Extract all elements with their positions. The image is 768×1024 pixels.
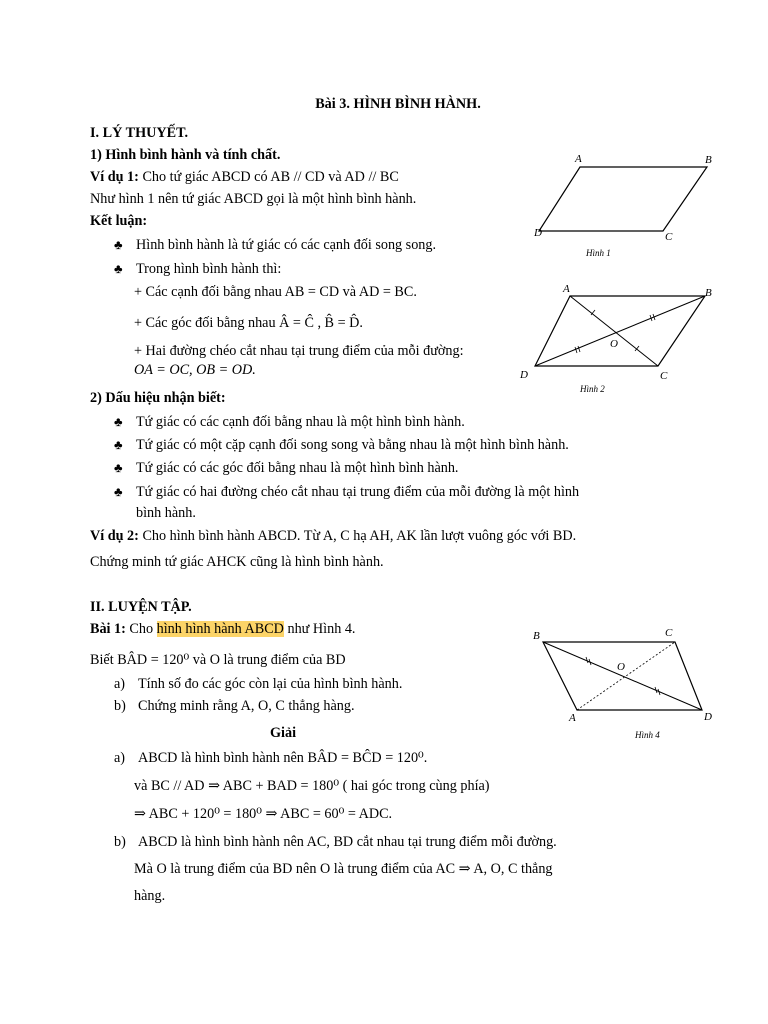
club-bullet-icon: ♣: [114, 261, 123, 276]
vertex-label: D: [534, 227, 542, 239]
example-1-label: Ví dụ 1:: [90, 169, 139, 185]
diagonal-bd: [535, 296, 705, 366]
club-bullet-icon: ♣: [114, 237, 123, 252]
page-title: Bài 3. HÌNH BÌNH HÀNH.: [315, 96, 481, 112]
solution-b-line2: Mà O là trung điểm của BD nên O là trung điểm của AC ⇒ A, O, C thẳng: [134, 861, 553, 877]
figure-1: [530, 150, 720, 265]
figure-4: [525, 622, 720, 744]
diagonal-ac-dashed: [577, 642, 675, 710]
club-bullet-icon: ♣: [114, 414, 123, 429]
property-angles: + Các góc đối bằng nhau Â = Ĉ , B̂ = D̂.: [134, 315, 363, 331]
section-heading-theory: I. LÝ THUYẾT.: [90, 125, 189, 141]
figure-2: [515, 280, 720, 400]
exercise-1-pre: Cho: [129, 621, 154, 637]
vertex-label: B: [705, 154, 712, 166]
solution-a-line2: và BC // AD ⇒ ABC + BAD = 180⁰ ( hai góc trong cùng phía): [134, 778, 490, 794]
property-diagonals-eq: OA = OC, OB = OD.: [134, 362, 256, 378]
exercise-1: [90, 620, 355, 638]
exercise-1-post: như Hình 4.: [287, 621, 356, 637]
solution-b-label: b): [114, 834, 126, 850]
conclusion-label: Kết luận:: [90, 213, 148, 229]
center-label: O: [617, 661, 625, 673]
sign-item: Tứ giác có các cạnh đối bằng nhau là một hình bình hành.: [136, 414, 465, 430]
vertex-label: C: [660, 370, 668, 382]
parallelogram-shape: [539, 167, 707, 231]
tick-mark: [578, 346, 580, 352]
conclusion-item: Trong hình bình hành thì:: [136, 261, 282, 277]
diagonal-ac: [570, 296, 658, 366]
solution-a-line3: ⇒ ABC + 120⁰ = 180⁰ ⇒ ABC = 60⁰ = ADC.: [134, 806, 393, 822]
tick-mark: [575, 347, 577, 353]
example-2-text: Cho hình bình hành ABCD. Từ A, C hạ AH, AK lần lượt vuông góc với BD.: [142, 528, 577, 544]
given-info: Biết BÂD = 120⁰ và O là trung điểm của BD: [90, 652, 346, 668]
vertex-label: B: [533, 630, 540, 642]
example-1-text: Cho tứ giác ABCD có AB // CD và AD // BC: [142, 169, 399, 185]
sign-item: Tứ giác có hai đường chéo cắt nhau tại trung điểm của mỗi đường là một hình: [136, 484, 580, 500]
vertex-label: A: [575, 153, 582, 165]
example-2-line2: Chứng minh tứ giác AHCK cũng là hình bình hành.: [90, 554, 384, 570]
solution-b-line1: ABCD là hình bình hành nên AC, BD cắt nhau tại trung điểm mỗi đường.: [138, 834, 557, 850]
vertex-label: A: [563, 283, 570, 295]
subheading-properties: 1) Hình bình hành và tính chất.: [90, 147, 281, 163]
example-2-label: Ví dụ 2:: [90, 528, 139, 544]
question-a-label: a): [114, 676, 126, 692]
club-bullet-icon: ♣: [114, 437, 123, 452]
figure-caption: Hình 2: [580, 384, 605, 394]
vertex-label: B: [705, 287, 712, 299]
section-heading-practice: II. LUYỆN TẬP.: [90, 599, 192, 615]
solution-heading: Giải: [270, 725, 297, 741]
solution-a-line1: ABCD là hình bình hành nên BÂD = BĈD = 120⁰.: [138, 750, 428, 766]
subheading-signs: 2) Dấu hiệu nhận biết:: [90, 390, 226, 406]
example-2: [90, 527, 576, 545]
sign-item-continued: bình hành.: [136, 505, 196, 521]
diagonal-bd: [543, 642, 702, 710]
sign-item: Tứ giác có một cặp cạnh đối song song và bằng nhau là một hình bình hành.: [136, 437, 569, 453]
example-1: [90, 168, 399, 186]
vertex-label: C: [665, 231, 673, 243]
question-b: Chứng minh rằng A, O, C thẳng hàng.: [138, 698, 355, 714]
club-bullet-icon: ♣: [114, 460, 123, 475]
vertex-label: A: [569, 712, 576, 724]
solution-b-line3: hàng.: [134, 888, 166, 904]
vertex-label: D: [520, 369, 528, 381]
vertex-label: C: [665, 627, 673, 639]
center-label: O: [610, 338, 618, 350]
highlighted-text: hình hình hành ABCD: [156, 621, 284, 637]
exercise-1-label: Bài 1:: [90, 621, 126, 637]
figure-caption: Hình 1: [586, 248, 611, 258]
vertex-label: D: [704, 711, 712, 723]
figure-caption: Hình 4: [635, 730, 660, 740]
solution-a-label: a): [114, 750, 126, 766]
conclusion-item: Hình bình hành là tứ giác có các cạnh đối song song.: [136, 237, 437, 253]
sign-item: Tứ giác có các góc đối bằng nhau là một hình bình hành.: [136, 460, 459, 476]
question-a: Tính số đo các góc còn lại của hình bình hành.: [138, 676, 403, 692]
club-bullet-icon: ♣: [114, 484, 123, 499]
example-1-line2: Như hình 1 nên tứ giác ABCD gọi là một hình bình hành.: [90, 191, 417, 207]
property-sides: + Các cạnh đối bằng nhau AB = CD và AD = BC.: [134, 284, 417, 300]
question-b-label: b): [114, 698, 126, 714]
property-diagonals: + Hai đường chéo cắt nhau tại trung điểm của mỗi đường:: [134, 343, 464, 359]
